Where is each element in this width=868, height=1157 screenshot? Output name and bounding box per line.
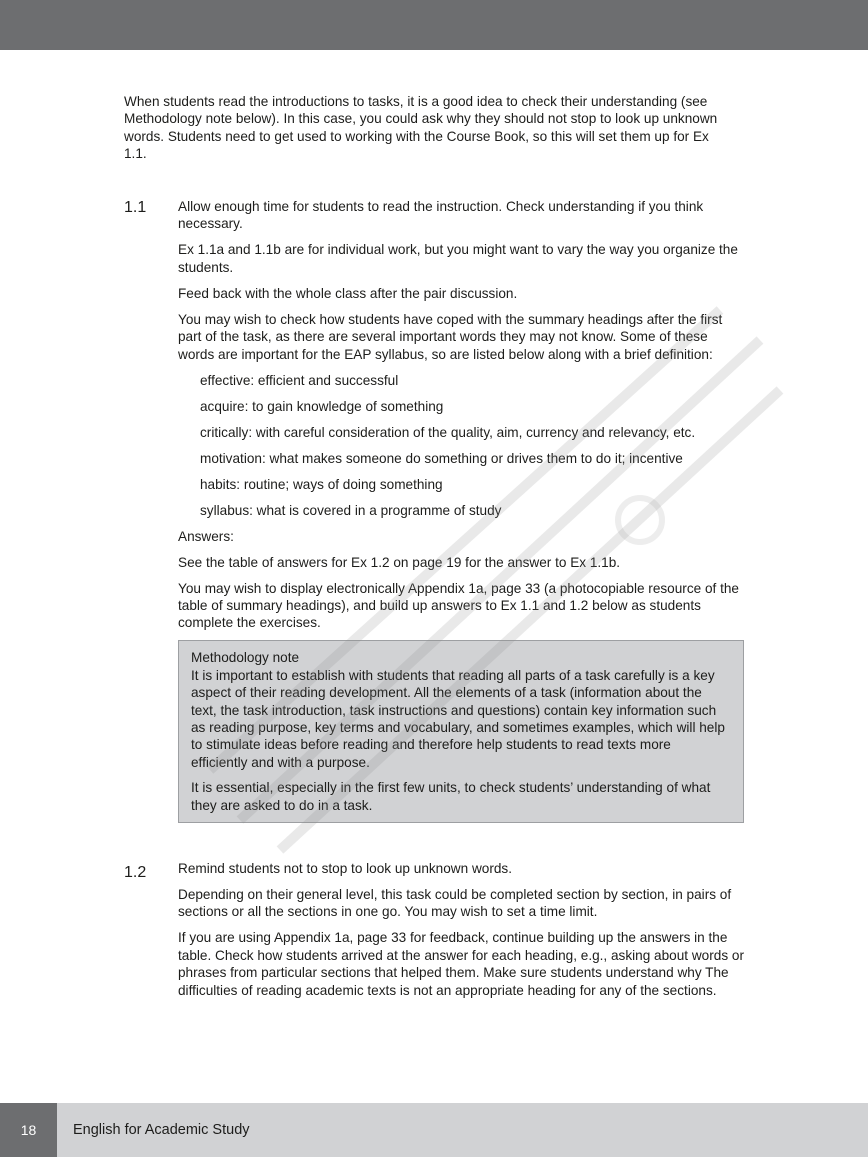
paragraph: Depending on their general level, this task could be completed section by section, in pairs of sections or all the sections in one go. You may wish to set a time limit.	[178, 887, 732, 920]
page-number: 18	[0, 1103, 57, 1157]
book-title: English for Academic Study	[73, 1122, 250, 1138]
definition-item: syllabus: what is covered in a programme of study	[200, 502, 502, 518]
intro-paragraph: When students read the introductions to tasks, it is a good idea to check their understanding (see Methodology note below). In this case, you could ask why they should not stop to look up unknown words. Students need to get used to working with the Course Book, so this will set them up for Ex 1.1.	[124, 94, 718, 162]
definition-item: motivation: what makes someone do something or drives them to do it; incentive	[200, 450, 683, 466]
section-body	[178, 198, 744, 823]
definition-item: habits: routine; ways of doing something	[200, 476, 443, 492]
section-number: 1.1	[124, 199, 147, 216]
section-number: 1.2	[124, 864, 147, 881]
paragraph: Feed back with the whole class after the pair discussion.	[178, 285, 518, 301]
methodology-note-paragraph: It is important to establish with students that reading all parts of a task carefully is a key aspect of their reading development. All the elements of a task (information about the text, the task introduction, task instructions and questions) contain key information such as reading purpose, key terms and vocabulary, and sometimes examples, which will help to stimulate ideas before reading and therefore help students to read texts more efficiently and with a purpose.	[191, 667, 725, 770]
paragraph: Ex 1.1a and 1.1b are for individual work, but you might want to vary the way you organize the students.	[178, 242, 738, 275]
definition-item: effective: efficient and successful	[200, 372, 399, 388]
footer-bar	[0, 1103, 868, 1157]
definition-item: critically: with careful consideration of the quality, aim, currency and relevancy, etc.	[200, 424, 696, 440]
paragraph: Allow enough time for students to read the instruction. Check understanding if you think necessary.	[178, 199, 704, 232]
methodology-note-box	[178, 640, 744, 823]
answers-text: See the table of answers for Ex 1.2 on page 19 for the answer to Ex 1.1b.	[178, 554, 621, 570]
answers-label: Answers:	[178, 528, 234, 544]
definition-item: acquire: to gain knowledge of something	[200, 398, 444, 414]
top-header-bar	[0, 0, 868, 50]
paragraph: You may wish to display electronically Appendix 1a, page 33 (a photocopiable resource of the table of summary headings), and build up answers to Ex 1.1 and 1.2 below as students complete the exercises.	[178, 580, 739, 631]
methodology-note-paragraph: It is essential, especially in the first few units, to check students’ understanding of what they are asked to do in a task.	[191, 780, 711, 813]
paragraph: You may wish to check how students have coped with the summary headings after the first part of the task, as there are several important words they may not know. Some of these words are important for the EAP syllabus, so are listed below along with a brief definition:	[178, 311, 723, 362]
paragraph: If you are using Appendix 1a, page 33 for feedback, continue building up the answers in the table. Check how students arrived at the answer for each heading, e.g., asking about words or phrases from particular sections that helped them. Make sure students understand why The difficulties of reading academic texts is not an appropriate heading for any of the sections.	[178, 930, 744, 998]
methodology-note-title: Methodology note	[191, 650, 300, 666]
section-body	[178, 860, 744, 1008]
paragraph: Remind students not to stop to look up unknown words.	[178, 861, 512, 876]
